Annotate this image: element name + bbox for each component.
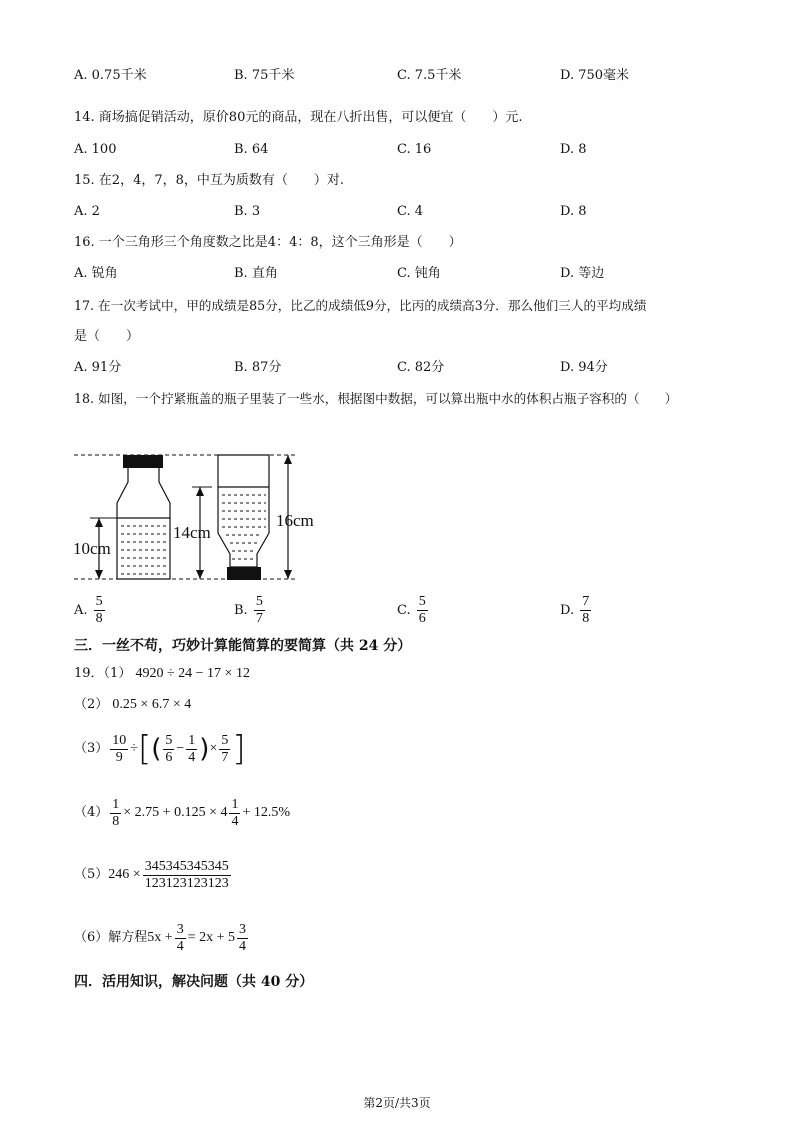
section4-title: 四．活用知识，解决问题（共 40 分） [74,974,314,990]
numerator: 5 [221,732,229,748]
q13-option-d: D. 750毫米 [560,68,630,83]
q16-option-a: A. 锐角 [74,266,118,281]
fraction [237,922,248,955]
expression: + 12.5% [242,805,291,820]
q18-stem: 18. 如图，一个拧紧瓶盖的瓶子里装了一些水，根据图中数据，可以算出瓶中水的体积占瓶子容积的（ ） [74,391,678,406]
q18-option-c [397,594,430,627]
part-label: （2） [74,697,109,712]
paren-open: ( [151,734,162,764]
q15-stem: 15. 在2，4，7，8，中互为质数有（ ）对. [74,173,345,188]
label-10cm: 10cm [73,539,111,558]
option-letter: B. [234,603,248,618]
denominator: 9 [115,749,123,765]
expression: 4920 ÷ 24 − 17 × 12 [135,666,250,681]
q17-option-c: C. 82分 [397,360,445,375]
q14-option-b: B. 64 [234,142,269,157]
q17-stem-line2: 是（ ） [74,329,140,344]
denominator: 7 [255,611,263,626]
numerator: 5 [418,594,426,609]
numerator: 3 [238,921,246,937]
denominator: 7 [221,749,229,765]
numerator: 1 [188,732,196,748]
fraction [175,922,186,955]
denominator: 123123123123 [144,875,229,891]
q14-option-d: D. 8 [560,142,587,157]
q18-option-a [74,594,107,627]
numerator: 5 [95,594,103,609]
label-14cm: 14cm [173,523,211,542]
fraction [186,733,197,766]
expression: 246 × [108,867,141,882]
numerator: 3 [176,921,184,937]
denominator: 8 [95,611,103,626]
denominator: 4 [231,813,239,829]
part-label: （6）解方程 [74,930,148,945]
expression: 0.25 × 6.7 × 4 [112,697,192,712]
page-footer: 第2页/共3页 [363,1096,431,1110]
part-label: （3） [74,741,109,756]
section3-title: 三．一丝不苟，巧妙计算能简算的要简算（共 24 分） [74,638,412,654]
q19-label: 19．（1） [74,666,132,681]
q18-option-d [560,594,593,627]
operator: ÷ [130,741,138,756]
bracket-open: [ [137,729,152,769]
numerator: 10 [112,732,127,748]
q17-option-d: D. 94分 [560,360,608,375]
q19-part6 [74,918,250,958]
q16-stem: 16. 一个三角形三个角度数之比是4：4：8，这个三角形是（ ） [74,235,462,250]
expression: = 2x + 5 [187,930,235,945]
denominator: 4 [176,938,184,954]
numerator: 345345345345 [144,858,229,874]
denominator: 4 [238,938,246,954]
operator: × [209,741,218,756]
fraction [143,859,231,892]
q15-option-a: A. 2 [74,204,100,219]
label-16cm: 16cm [276,511,314,530]
q14-stem: 14. 商场搞促销活动，原价80元的商品，现在八折出售，可以便宜（ ）元. [74,110,523,125]
numerator: 1 [231,796,239,812]
fraction [94,594,105,627]
q15-option-d: D. 8 [560,204,587,219]
q17-stem-line1: 17. 在一次考试中，甲的成绩是85分，比乙的成绩低9分，比丙的成绩高3分．那么他们三人的平均成绩 [74,298,647,313]
q19-part5 [74,855,233,895]
option-letter: C. [397,603,411,618]
bottle-figure [70,446,330,586]
denominator: 8 [582,611,590,626]
denominator: 6 [165,749,173,765]
fraction [417,594,428,627]
denominator: 8 [112,813,120,829]
q16-option-d: D. 等边 [560,266,605,281]
q17-option-b: B. 87分 [234,360,282,375]
q19-part1 [74,666,250,682]
option-letter: D. [560,603,575,618]
q16-option-b: B. 直角 [234,266,278,281]
option-letter: A. [74,603,88,618]
bracket-close: ] [232,729,246,769]
denominator: 4 [188,749,196,765]
q13-option-a: A. 0.75千米 [74,68,147,83]
numerator: 7 [582,594,590,609]
fraction [219,733,230,766]
fraction [229,797,240,830]
fraction [163,733,174,766]
q14-option-c: C. 16 [397,142,432,157]
q19-part2 [74,697,191,713]
expression: 5x + [147,930,173,945]
q13-option-b: B. 75千米 [234,68,295,83]
q14-option-a: A. 100 [74,142,117,157]
q15-option-b: B. 3 [234,204,261,219]
fraction [580,594,591,627]
q17-option-a: A. 91分 [74,360,122,375]
fraction [110,733,128,766]
fraction [254,594,265,627]
numerator: 5 [165,732,173,748]
q16-option-c: C. 钝角 [397,266,441,281]
numerator: 1 [112,796,120,812]
q15-option-c: C. 4 [397,204,424,219]
paren-close: ) [199,734,210,764]
part-label: （5） [74,867,109,882]
q19-part3 [74,724,246,774]
q18-option-b [234,594,267,627]
fraction [110,797,121,830]
denominator: 6 [418,611,426,626]
expression: × 2.75 + 0.125 × 4 [123,805,228,820]
part-label: （4） [74,805,109,820]
operator: − [176,741,185,756]
q13-option-c: C. 7.5千米 [397,68,462,83]
q19-part4 [74,793,290,833]
numerator: 5 [255,594,263,609]
